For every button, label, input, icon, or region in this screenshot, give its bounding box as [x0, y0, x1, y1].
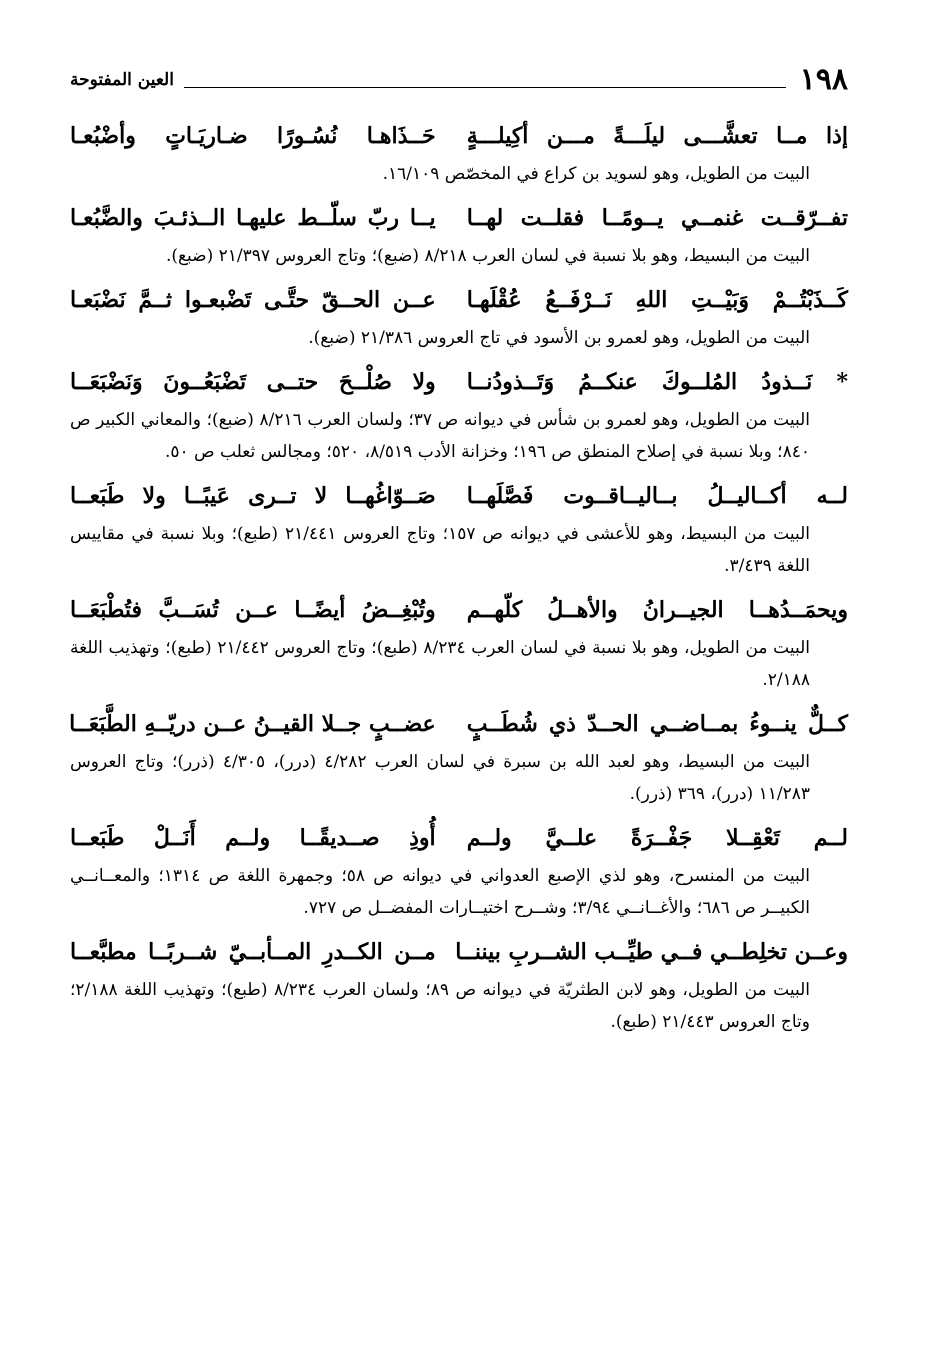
verse-line — [70, 930, 848, 974]
verse-entry — [70, 360, 848, 468]
verse-note: البيت من الطويل، وهو لعمرو بن شأس في ديوانه ص ٣٧؛ ولسان العرب ٨/٢١٦ (ضبع)؛ والمعاني الكبير ص ٨٤٠؛ وبلا نسبة في إصلاح المنطق ص ١٩٦؛ وخزانة الأدب ٨/٥١٩، ٥٢٠؛ ومجالس ثعلب ص ٥٠. — [70, 410, 810, 462]
verse-first-hemistich: * نَــذودُ المُلــوكَ عنكــمُ وَتَــذودُنــا — [466, 369, 848, 395]
verse-first-hemistich: تفــرّقــت غنمــي يــومًــا فقلــت لهــا — [466, 205, 848, 231]
verse-line — [70, 196, 848, 240]
verse-note: البيت من البسيط، وهو لعبد الله بن سبرة في لسان العرب ٤/٢٨٢ (درر)، ٤/٣٠٥ (ذرر)؛ وتاج العروس ١١/٢٨٣ (درر)، ٣٦٩ (ذرر). — [70, 752, 810, 804]
verse-second-hemistich: أُوذِ صــديقًــا ولــم أَنَــلْ طَبَعــا — [70, 825, 436, 851]
verse-second-hemistich: وتُبْغِــضُ أيضًــا عــن تُسَــبَّ فتُطْبَعَــا — [70, 597, 436, 623]
verse-entry — [70, 474, 848, 582]
entries-list — [70, 114, 848, 1038]
verse-entry — [70, 702, 848, 810]
verse-line — [70, 278, 848, 322]
verse-note: البيت من البسيط، وهو للأعشى في ديوانه ص ١٥٧؛ وتاج العروس ٢١/٤٤١ (طبع)؛ وبلا نسبة في مقاييس اللغة ٣/٤٣٩. — [70, 524, 811, 576]
verse-entry — [70, 196, 848, 272]
running-title: العين المفتوحة — [70, 70, 174, 90]
page-header — [70, 60, 848, 100]
verse-first-hemistich: كــلٌّ ينــوءُ بمــاضــي الحــدّ ذي شُطَــبٍ — [466, 711, 848, 737]
verse-first-hemistich: إذا مــا تعشَّـــى ليلَـــةً مـــن أكِيلـــةٍ — [466, 123, 848, 149]
verse-second-hemistich: مــن الكــدرِ المــأبــيّ شــربًــا مطبَّعــا — [70, 939, 436, 965]
verse-note: البيت من المنسرح، وهو لذي الإصبع العدواني في ديوانه ص ٥٨؛ وجمهرة اللغة ص ١٣١٤؛ والمعــانــي الكبيــر ص ٦٨٦؛ والأغــانــي ٣/٩٤؛ وشــرح اختيــارات المفضــل ص ٧٢٧. — [70, 866, 810, 918]
verse-second-hemistich: حَــذَاهـا نُسُـورًا ضـاريَـاتٍ وأضْبُعـا — [70, 123, 436, 149]
verse-line — [70, 588, 848, 632]
verse-first-hemistich: لــه أكــاليــلُ بــاليــاقــوت فَصَّلَهــا — [466, 483, 848, 509]
verse-second-hemistich: عــن الحــقّ حتَّـى تَضْبعـوا ثــمَّ نَضْبَعـا — [70, 287, 436, 313]
verse-entry — [70, 278, 848, 354]
verse-first-hemistich: وعــن تخلِطــي فــي طيِّــب الشــربِ بيننــا — [455, 939, 848, 965]
verse-second-hemistich: يــا ربّ سلّــط عليهـا الــذئـبَ والضَّبُعـا — [70, 205, 436, 231]
verse-first-hemistich: لــم تَعْقِــلا جَفْــرَةً علــيَّ ولــم — [466, 825, 848, 851]
verse-entry — [70, 588, 848, 696]
verse-second-hemistich: ولا صُلْــحَ حتــى تَضْبَعُــونَ وَنَضْبَعَــا — [70, 369, 436, 395]
verse-line — [70, 360, 848, 404]
verse-first-hemistich: ويحمَــدُهــا الجيــرانُ والأهــلُ كلّهــم — [466, 597, 848, 623]
verse-line — [70, 702, 848, 746]
verse-line — [70, 114, 848, 158]
page-number: ١٩٨ — [799, 62, 848, 97]
header-rule — [184, 87, 786, 88]
verse-second-hemistich: صَــوّاغُهــا لا تــرى عَيبًــا ولا طَبَعــا — [70, 483, 436, 509]
verse-first-hemistich: كَــذَبْتُــمْ وَبَيْــتِ اللهِ نَــرْفَــعُ عُقْلَهـا — [466, 287, 848, 313]
verse-line — [70, 474, 848, 518]
verse-entry — [70, 930, 848, 1038]
verse-note: البيت من البسيط، وهو بلا نسبة في لسان العرب ٨/٢١٨ (ضبع)؛ وتاج العروس ٢١/٣٩٧ (ضبع). — [165, 246, 810, 266]
verse-note: البيت من الطويل، وهو لابن الطثريّة في ديوانه ص ٨٩؛ ولسان العرب ٨/٢٣٤ (طبع)؛ وتهذيب اللغة ٢/١٨٨؛ وتاج العروس ٢١/٤٤٣ (طبع). — [70, 980, 810, 1032]
verse-entry — [70, 816, 848, 924]
verse-note: البيت من الطويل، وهو لعمرو بن الأسود في تاج العروس ٢١/٣٨٦ (ضبع). — [308, 328, 810, 348]
verse-note: البيت من الطويل، وهو لسويد بن كراع في المخصّص ١٦/١٠٩. — [382, 164, 810, 184]
verse-entry — [70, 114, 848, 190]
verse-note: البيت من الطويل، وهو بلا نسبة في لسان العرب ٨/٢٣٤ (طبع)؛ وتاج العروس ٢١/٤٤٢ (طبع)؛ وتهذيب اللغة ٢/١٨٨. — [70, 638, 811, 690]
verse-second-hemistich: عضــبٍ جــلا القيــنُ عــن دريّــهِ الطَّبَعَــا — [69, 711, 436, 737]
verse-line — [70, 816, 848, 860]
